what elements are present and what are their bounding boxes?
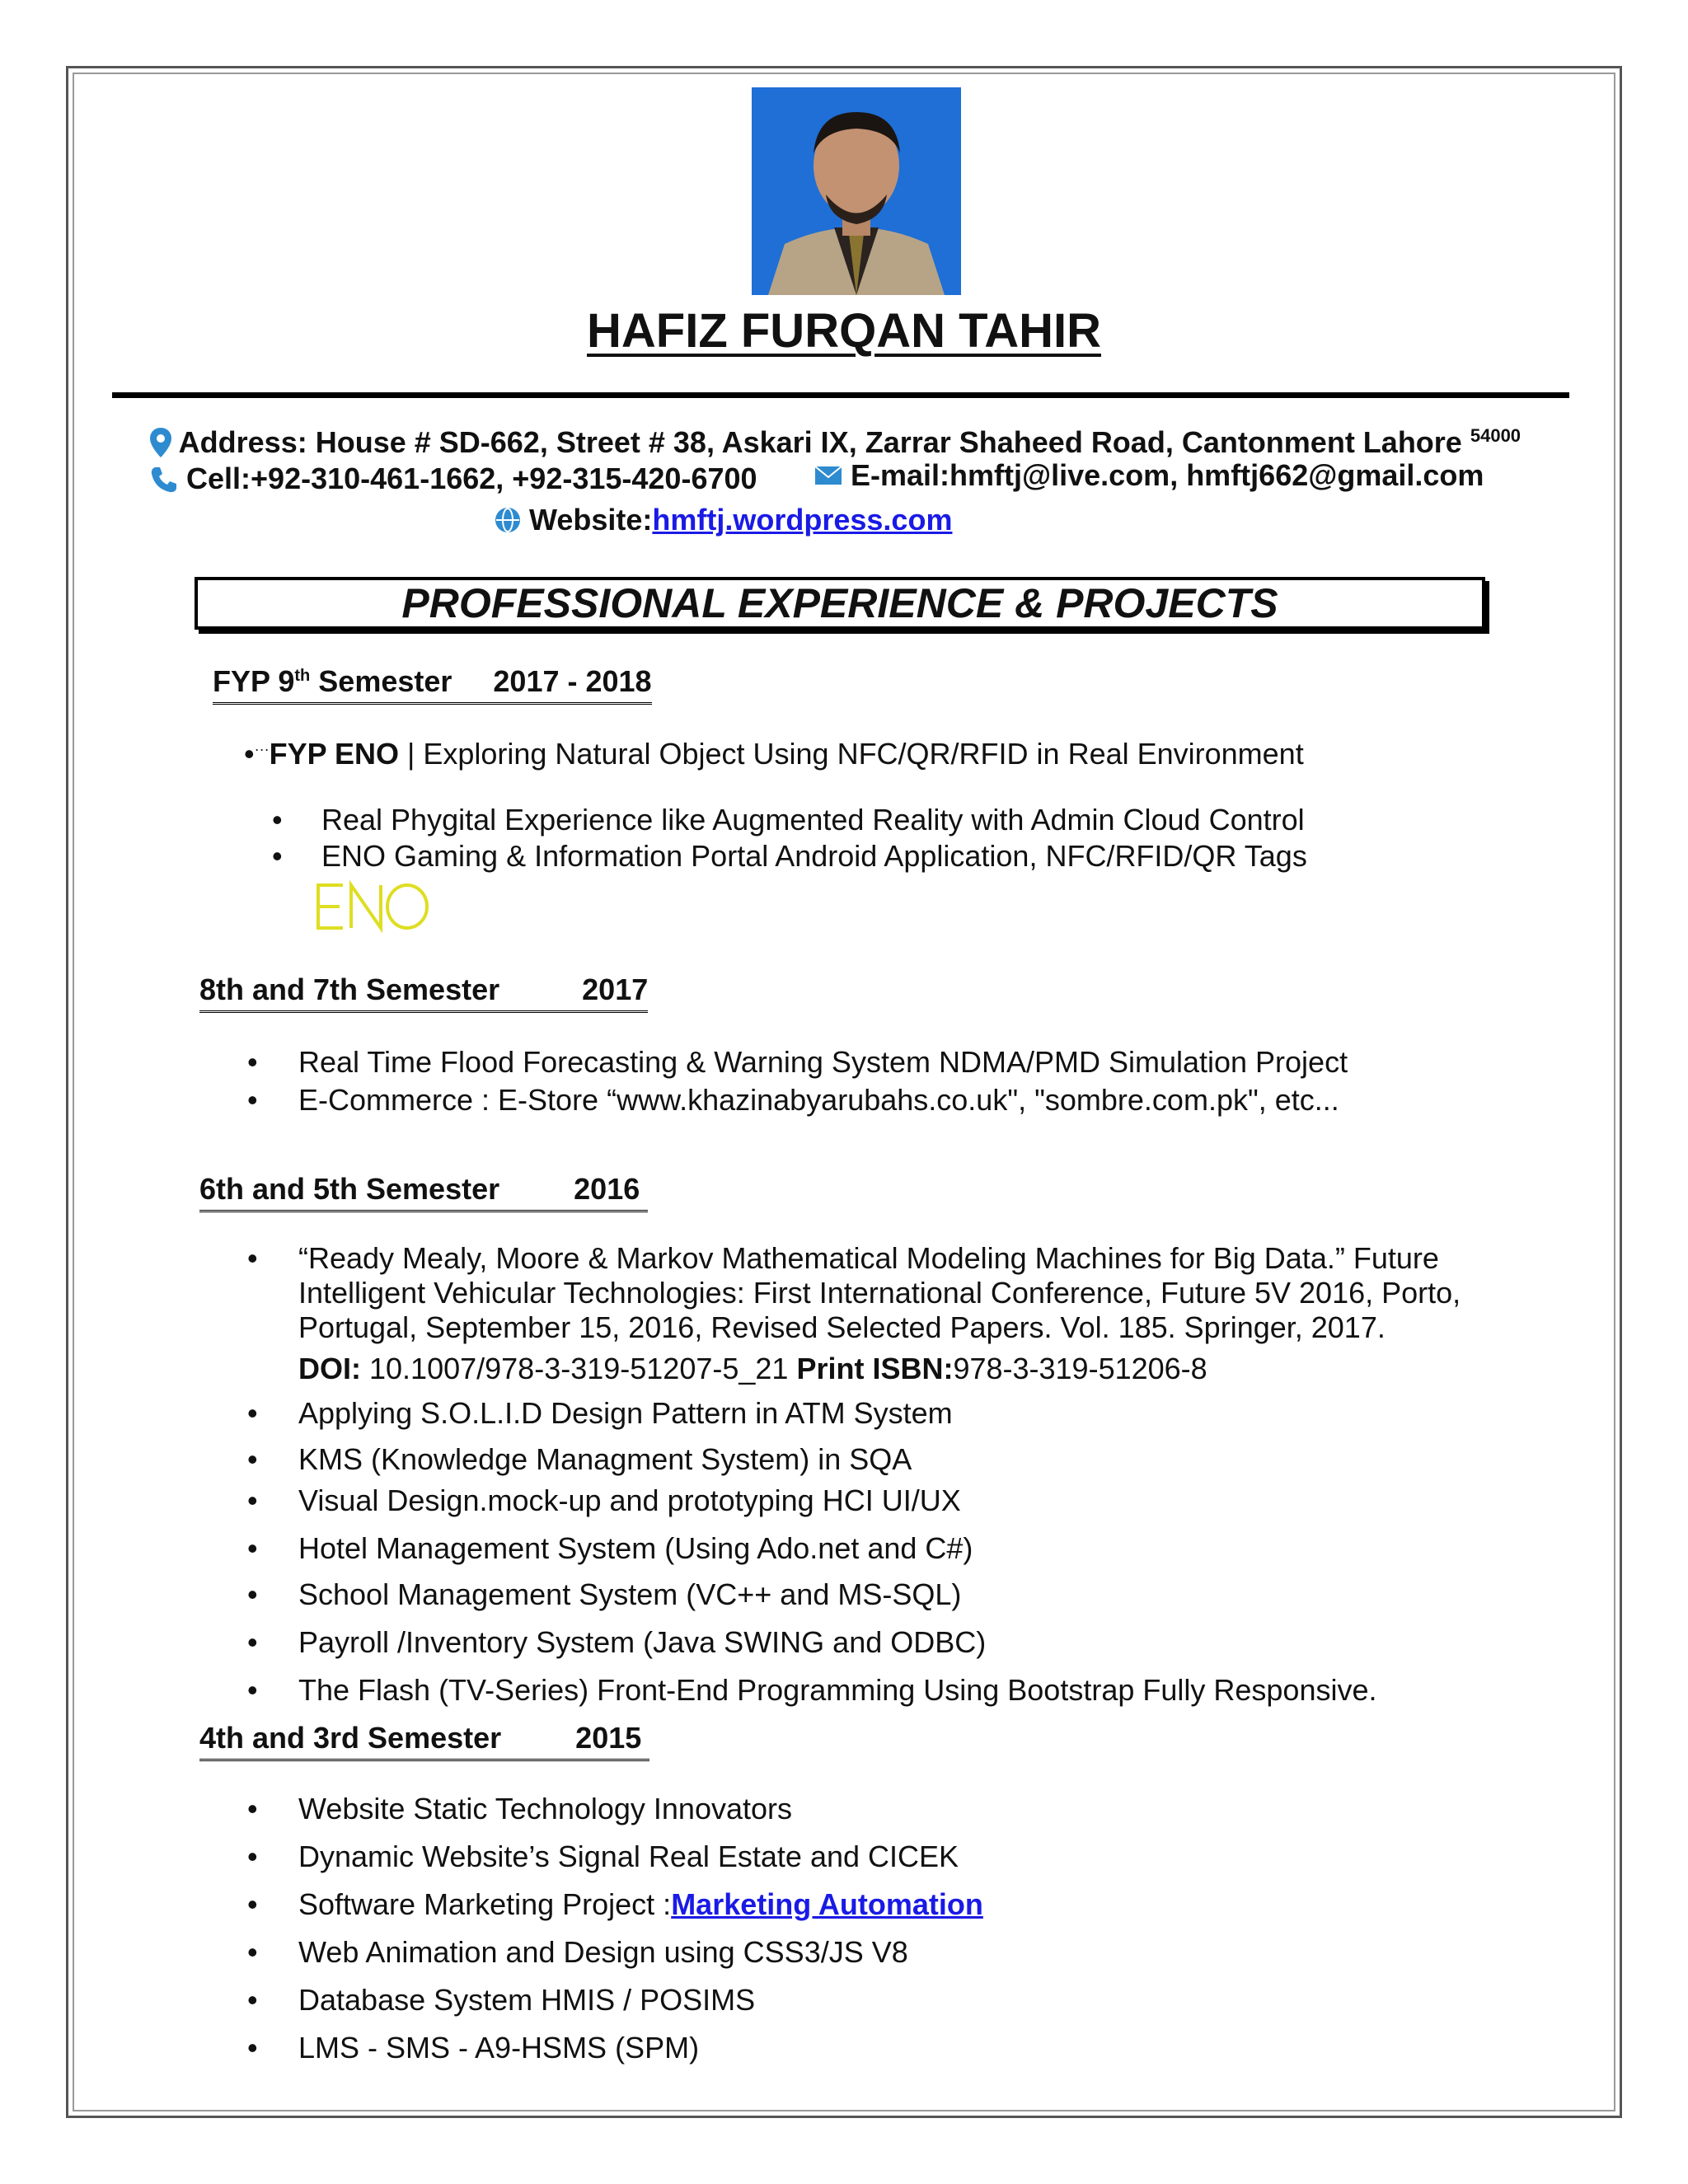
fyp-years: 2017 - 2018 [493, 664, 652, 698]
fyp-semester-heading: FYP 9th Semester 2017 - 2018 [213, 664, 652, 705]
publication-doi: DOI: 10.1007/978-3-319-51207-5_21 Print ISBN:978-3-319-51206-8 [298, 1352, 1207, 1385]
publication-citation: “Ready Mealy, Moore & Markov Mathematical Modeling Machines for Big Data.” Future Intelligent Vehicular Technologies: First International Conference, Future 5V 2016, Porto, Portugal, September 15, 2016, Revised Selected Papers. Vol. 185. Springer, 2017. [298, 1241, 1461, 1344]
candidate-name: HAFIZ FURQAN TAHIR [587, 304, 1101, 358]
eno-logo [315, 880, 430, 933]
envelope-icon [814, 466, 842, 485]
section-title: PROFESSIONAL EXPERIENCE & PROJECTS [195, 577, 1485, 630]
fyp-title [244, 737, 1304, 771]
bullet-dot: • [247, 2031, 258, 2064]
website-label: Website: [529, 503, 653, 537]
sem8-heading: 8th and 7th Semester 2017 [199, 972, 648, 1013]
sem6-year: 2016 [574, 1172, 640, 1206]
cell-line [150, 462, 757, 496]
globe-icon [495, 507, 521, 533]
fyp-title-bold: FYP ENO [269, 737, 399, 771]
list-item: Real Time Flood Forecasting & Warning System NDMA/PMD Simulation Project [298, 1045, 1348, 1079]
phone-icon [150, 466, 178, 494]
list-item: Applying S.O.L.I.D Design Pattern in ATM System [298, 1396, 953, 1430]
bullet-dot: • [247, 1442, 258, 1476]
bullet-dot: • [247, 1083, 258, 1117]
bullet-dot: • [247, 1577, 258, 1611]
email-line [814, 458, 1484, 493]
bullet-dot: • [247, 1983, 258, 2017]
bullet-dot: • [247, 1673, 258, 1707]
marketing-automation-link[interactable]: Marketing Automation [671, 1887, 983, 1921]
bullet-dot: • [247, 1792, 258, 1825]
list-item: Hotel Management System (Using Ado.net and C#) [298, 1531, 973, 1565]
bullet-dot: • [247, 1396, 258, 1430]
sem6-heading: 6th and 5th Semester 2016 [199, 1172, 648, 1212]
list-item: E-Commerce : E-Store “www.khazinabyarubahs.co.uk", "sombre.com.pk", etc... [298, 1083, 1339, 1117]
website-line [495, 503, 952, 537]
bullet-dot: • [244, 737, 255, 771]
sem4-heading: 4th and 3rd Semester 2015 [199, 1721, 649, 1761]
header-divider [112, 392, 1569, 398]
list-item: Database System HMIS / POSIMS [298, 1983, 756, 2017]
bullet-dot: • [247, 1887, 258, 1921]
list-item: ENO Gaming & Information Portal Android Application, NFC/RFID/QR Tags [321, 839, 1307, 873]
bullet-dot: • [247, 1531, 258, 1565]
list-item: School Management System (VC++ and MS-SQL) [298, 1577, 962, 1611]
list-item: LMS - SMS - A9-HSMS (SPM) [298, 2031, 700, 2064]
cell-text: Cell:+92-310-461-1662, +92-315-420-6700 [186, 462, 757, 495]
list-item: Web Animation and Design using CSS3/JS V8 [298, 1935, 908, 1969]
bullet-dot: • [247, 1045, 258, 1079]
list-item: Dynamic Website’s Signal Real Estate and CICEK [298, 1840, 959, 1873]
address-zip: 54000 [1470, 425, 1522, 446]
bullet-dot: • [272, 803, 283, 837]
list-item: Website Static Technology Innovators [298, 1792, 793, 1825]
address-text: Address: House # SD-662, Street # 38, Askari IX, Zarrar Shaheed Road, Cantonment Lahore [178, 425, 1462, 459]
location-pin-icon [150, 428, 171, 457]
list-item: Visual Design.mock-up and prototyping HCI UI/UX [298, 1483, 961, 1517]
address-line [150, 425, 1521, 460]
bullet-dot: • [247, 1241, 258, 1275]
bullet-dot: • [247, 1840, 258, 1873]
list-item: The Flash (TV-Series) Front-End Programming Using Bootstrap Fully Responsive. [298, 1673, 1377, 1707]
list-item: KMS (Knowledge Managment System) in SQA [298, 1442, 912, 1476]
list-item: Real Phygital Experience like Augmented Reality with Admin Cloud Control [321, 803, 1305, 837]
list-item: Payroll /Inventory System (Java SWING and ODBC) [298, 1625, 987, 1659]
sem8-year: 2017 [582, 972, 649, 1006]
website-link[interactable]: hmftj.wordpress.com [652, 503, 953, 537]
fyp-title-rest: | Exploring Natural Object Using NFC/QR/RFID in Real Environment [398, 737, 1304, 771]
email-text: E-mail:hmftj@live.com, hmftj662@gmail.com [851, 458, 1484, 492]
bullet-dot: • [247, 1625, 258, 1659]
list-item-marketing: Software Marketing Project :Marketing Automation [298, 1887, 983, 1921]
bullet-dot: • [247, 1935, 258, 1969]
bullet-dot: • [272, 839, 283, 873]
bullet-dot: • [247, 1483, 258, 1517]
bullet-dots: ··· [254, 741, 270, 757]
sem4-year: 2015 [575, 1721, 642, 1755]
profile-photo [752, 87, 961, 295]
